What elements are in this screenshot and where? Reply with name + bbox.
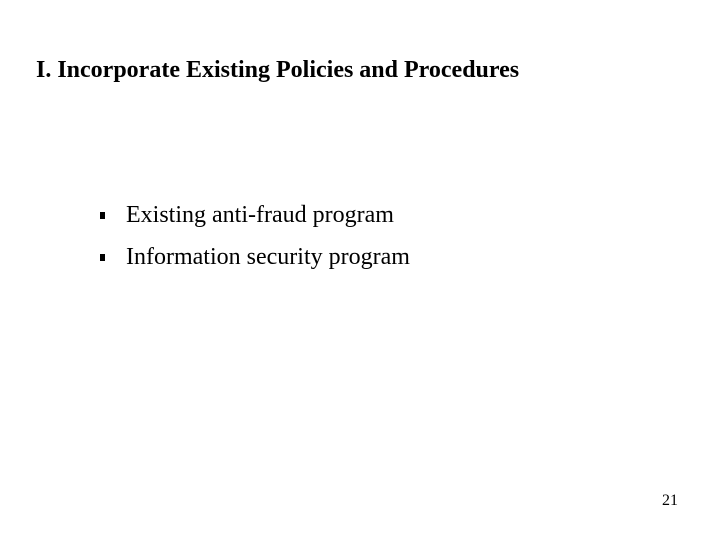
slide-title: I. Incorporate Existing Policies and Procedures — [36, 57, 520, 83]
square-bullet-icon — [100, 212, 105, 219]
page-number: 21 — [662, 492, 678, 509]
square-bullet-icon — [100, 254, 105, 261]
bullet-text: Information security program — [126, 244, 410, 270]
bullet-text: Existing anti-fraud program — [126, 202, 394, 228]
